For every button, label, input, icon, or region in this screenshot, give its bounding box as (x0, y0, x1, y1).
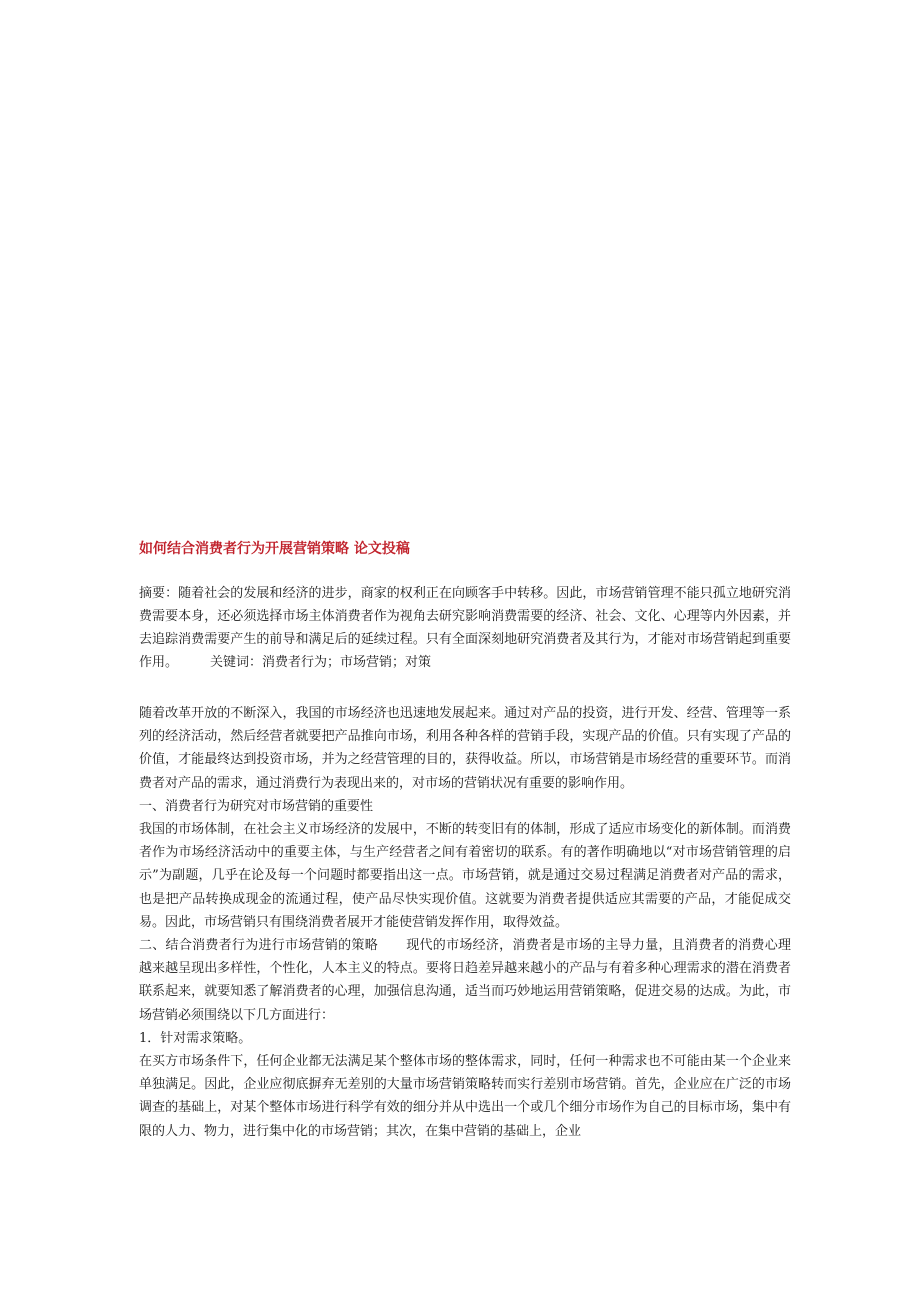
section2-body: 现代的市场经济，消费者是市场的主导力量，且消费者的消费心理越来越呈现出多样性，个性化，人本主义的特点。要将日趋差异越来越小的产品与有着多种心理需求的潜在消费者联系起来，就要知悉了解消费者的心理，加强信息沟通，适当而巧妙地运用营销策略，促进交易的达成。为此，市场营销必须围绕以下几方面进行： (139, 938, 791, 1023)
item1-heading: 1．针对需求策略。 (139, 1030, 252, 1046)
item1-body: 在买方市场条件下，任何企业都无法满足某个整体市场的整体需求，同时，任何一种需求也不可能由某一个企业来单独满足。因此，企业应彻底摒弃无差别的大量市场营销策略转而实行差别市场营销。首先，企业应在广泛的市场调查的基础上，对某个整体市场进行科学有效的细分并从中选出一个或几个细分市场作为自己的目标市场，集中有限的人力、物力，进行集中化的市场营销；其次，在集中营销的基础上，企业 (139, 1054, 791, 1139)
abstract-text: 摘要：随着社会的发展和经济的进步，商家的权利正在向顾客手中转移。因此，市场营销管理不能只孤立地研究消费需要本身，还必须选择市场主体消费者作为视角去研究影响消费需要的经济、社会、文化、心理等内外因素，并去追踪消费需要产生的前导和满足后的延续过程。只有全面深刻地研究消费者及其行为，才能对市场营销起到重要作用。 (139, 586, 791, 670)
keywords: 关键词：消费者行为；市场营销；对策 (210, 655, 432, 670)
intro-paragraph: 随着改革开放的不断深入，我国的市场经济也迅速地发展起来。通过对产品的投资，进行开发、经营、管理等一系列的经济活动，然后经营者就要把产品推向市场，利用各种各样的营销手段，实现产品的价值。只有实现了产品的价值，才能最终达到投资市场，并为之经营管理的目的，获得收益。所以，市场营销是市场经营的重要环节。而消费者对产品的需求，通过消费行为表现出来的，对市场的营销状况有重要的影响作用。 (139, 706, 791, 791)
section2-heading: 二、结合消费者行为进行市场营销的策略 (139, 938, 378, 954)
section1-heading: 一、消费者行为研究对市场营销的重要性 (139, 798, 374, 814)
section1-body: 我国的市场体制，在社会主义市场经济的发展中，不断的转变旧有的体制，形成了适应市场变化的新体制。而消费者作为市场经济活动中的重要主体，与生产经营者之间有着密切的联系。有的著作明确地以“对市场营销管理的启示”为副题，几乎在论及每一个问题时都要指出这一点。市场营销，就是通过交易过程满足消费者对产品的需求，也是把产品转换成现金的流通过程，使产品尽快实现价值。这就要为消费者提供适应其需要的产品，才能促成交易。因此，市场营销只有围绕消费者展开才能使营销发挥作用，取得效益。 (139, 822, 791, 930)
section2-paragraph (139, 934, 791, 1027)
article-title: 如何结合消费者行为开展营销策略 论文投稿 (139, 541, 410, 557)
abstract-block (139, 582, 791, 674)
article-body (139, 702, 791, 1143)
